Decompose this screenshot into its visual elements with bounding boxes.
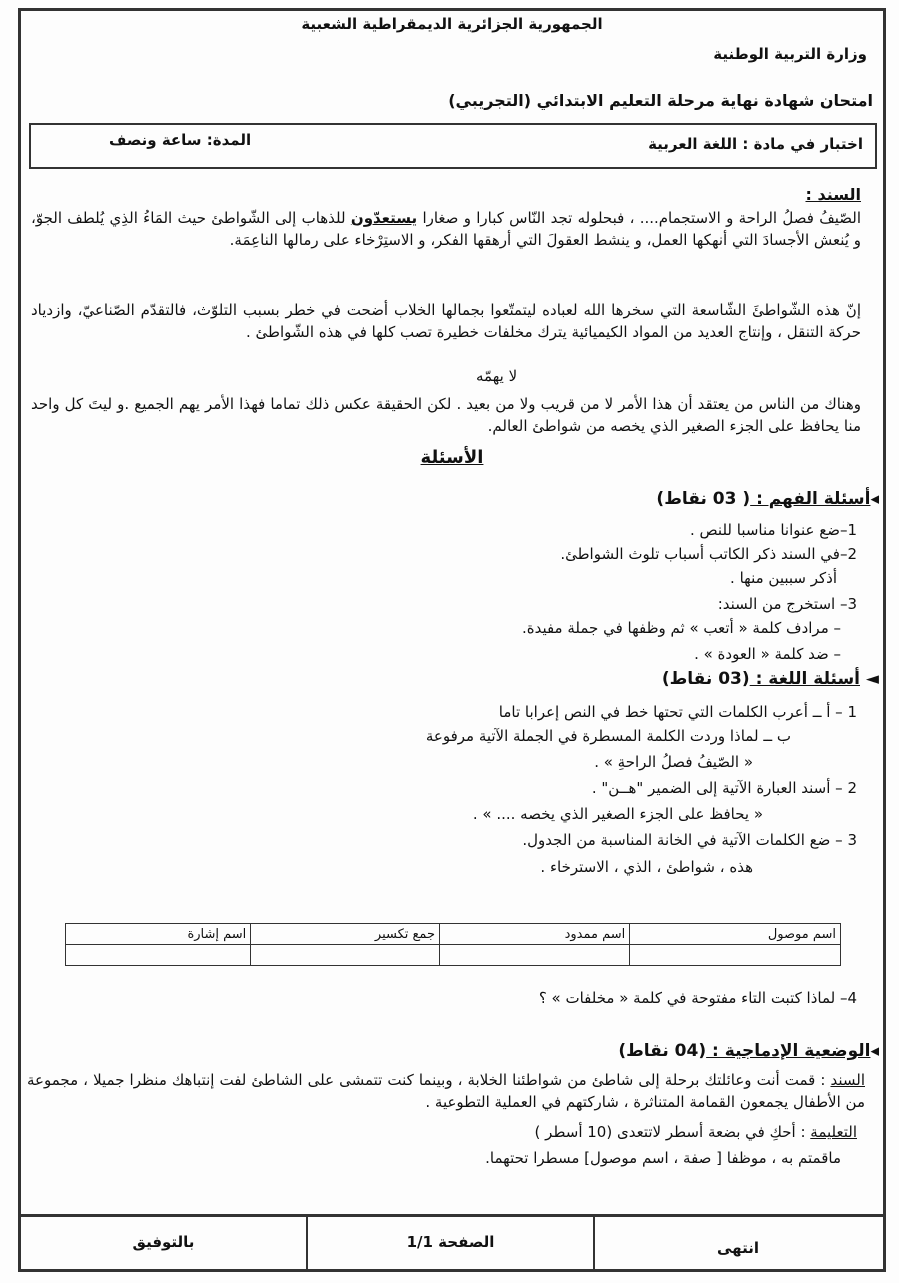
integration-points: (04 نقاط) xyxy=(618,1041,707,1061)
integration-sanad xyxy=(27,1069,865,1113)
republic-title: الجمهورية الجزائرية الديمقراطية الشعبية xyxy=(301,15,603,33)
instruction-label: التعليمة xyxy=(810,1123,857,1141)
duration-label: المدة: ساعة ونصف xyxy=(109,131,252,149)
lang-question-1a: 1 – أ ــ أعرب الكلمات التي تحتها خط في النص إعرابا تاما xyxy=(498,703,857,721)
table-header: اسم ممدود xyxy=(439,924,629,945)
language-label: أسئلة اللغة : xyxy=(749,669,860,689)
lang-question-1b-sentence: « الصّيفُ فصلُ الراحةِ » . xyxy=(594,753,753,771)
text-heading: السند : xyxy=(805,185,861,204)
footer-end: انتهى xyxy=(717,1239,759,1257)
lang-question-1b: ب ــ لماذا وردت الكلمة المسطرة في الجملة الآتية مرفوعة xyxy=(425,727,791,745)
paragraph-1 xyxy=(31,207,861,251)
arrow-left-icon: ◂ xyxy=(870,1041,879,1061)
table-header: اسم إشارة xyxy=(66,924,251,945)
integration-label: الوضعية الإدماجية : xyxy=(706,1041,871,1061)
subject-label: اختبار في مادة : اللغة العربية xyxy=(648,135,863,153)
sanad-label: السند xyxy=(830,1071,865,1089)
lang-question-3: 3 – ضع الكلمات الآتية في الخانة المناسبة من الجدول. xyxy=(522,831,857,849)
comp-question-3: 3– استخرج من السند: xyxy=(717,595,857,613)
paragraph-1-end: للذهاب إلى الشّواطئ حيث المَاءُ الذِي يُلطف الجوّ، و يُنعش الأجسادَ التي أنهكها العمل، و ينشط العقولَ التي أرهقها الفكر، و الاستِرْخاء على رمالها الناعِمَة. xyxy=(31,209,861,249)
answer-cell[interactable] xyxy=(251,945,440,966)
lang-question-3-words: هذه ، شواطئ ، الذي ، الاسترخاء . xyxy=(540,858,753,876)
table-header: اسم موصول xyxy=(630,924,841,945)
answer-cell[interactable] xyxy=(630,945,841,966)
footer-page: الصفحة 1/1 xyxy=(406,1233,495,1251)
integration-instruction-2: ماقمتم به ، موظفا [ صفة ، اسم موصول] مسطرا تحتهما. xyxy=(485,1149,841,1167)
arrow-left-icon: ◂ xyxy=(870,489,879,509)
paragraph-3: وهناك من الناس من يعتقد أن هذا الأمر لا من قريب ولا من بعيد . لكن الحقيقة عكس ذلك تماما فهذا الأمر يهم الجميع .و ليتَ كل واحد منا يحافظ على الجزء الصغير الذي يخصه من شواطئ العالم. xyxy=(31,395,861,435)
arrow-left-icon: ◄ xyxy=(860,669,879,689)
table-header-row xyxy=(66,924,841,945)
paragraph-1-start: الصّيفُ فصلُ الراحة و الاستجمام.... ، فبحلوله تجد النّاس كبارا و صغارا xyxy=(417,209,861,227)
comp-question-3a: – مرادف كلمة « أتعب » ثم وظفها في جملة مفيدة. xyxy=(521,619,841,637)
lang-question-2-sentence: « يحافظ على الجزء الصغير الذي يخصه .... » . xyxy=(472,805,763,823)
lang-question-2: 2 – أسند العبارة الآتية إلى الضمير "هــن" . xyxy=(591,779,857,797)
handwritten-note: لا يهمّه xyxy=(476,367,518,385)
paragraph-2: إنّ هذه الشّواطئَ الشّاسعة التي سخرها الله لعباده ليتمتّعوا بجمالها الخلاب أضحت في خطر بسبب التلوّث، فالتقدّم الصّناعيّ، وازدياد حركة التنقل ، وإنتاج العديد من المواد الكيميائية يترك مخلفات خطيرة تصب كلها في هذه الشّواطئ . xyxy=(31,301,861,341)
table-header: جمع تكسير xyxy=(251,924,440,945)
lang-question-4: 4– لماذا كتبت التاء مفتوحة في كلمة « مخلفات » ؟ xyxy=(538,989,857,1007)
footer-good-luck: بالتوفيق xyxy=(132,1233,195,1251)
classification-table xyxy=(65,923,841,966)
exam-page xyxy=(18,8,886,1272)
comp-question-2-sub: أذكر سببين منها . xyxy=(730,569,837,587)
language-points: (03 نقاط) xyxy=(661,669,750,689)
language-title xyxy=(662,669,879,689)
comp-question-3b: – ضد كلمة « العودة » . xyxy=(694,645,841,663)
comprehension-points: ( 03 نقاط) xyxy=(656,489,751,509)
subject-box xyxy=(29,123,877,169)
footer-divider xyxy=(21,1214,883,1217)
sanad-text: : قمت أنت وعائلتك برحلة إلى شاطئ من شواطئنا الخلابة ، وبينما كنت تتمشى على الشاطئ لفت إنتباهك منظرا جميلا ، مجموعة من الأطفال يجمعون القمامة المتناثرة ، شاركتهم في العملية التطوعية . xyxy=(27,1071,865,1111)
underlined-word: يستعدّون xyxy=(350,209,418,227)
comp-question-2: 2–في السند ذكر الكاتب أسباب تلوث الشواطئ. xyxy=(560,545,857,563)
comprehension-label: أسئلة الفهم : xyxy=(750,489,871,509)
comp-question-1: 1–ضع عنوانا مناسبا للنص . xyxy=(690,521,857,539)
ministry-title: وزارة التربية الوطنية xyxy=(713,45,867,63)
answer-cell[interactable] xyxy=(439,945,629,966)
exam-title: امتحان شهادة نهاية مرحلة التعليم الابتدائي (التجريبي) xyxy=(448,91,873,110)
integration-title xyxy=(618,1041,879,1061)
integration-instruction xyxy=(535,1121,857,1143)
table-answer-row xyxy=(66,945,841,966)
answer-cell[interactable] xyxy=(66,945,251,966)
comprehension-title xyxy=(656,489,879,509)
instruction-text: : أحكِ في بضعة أسطر لاتتعدى (10 أسطر ) xyxy=(534,1123,811,1141)
questions-title: الأسئلة xyxy=(420,447,484,468)
